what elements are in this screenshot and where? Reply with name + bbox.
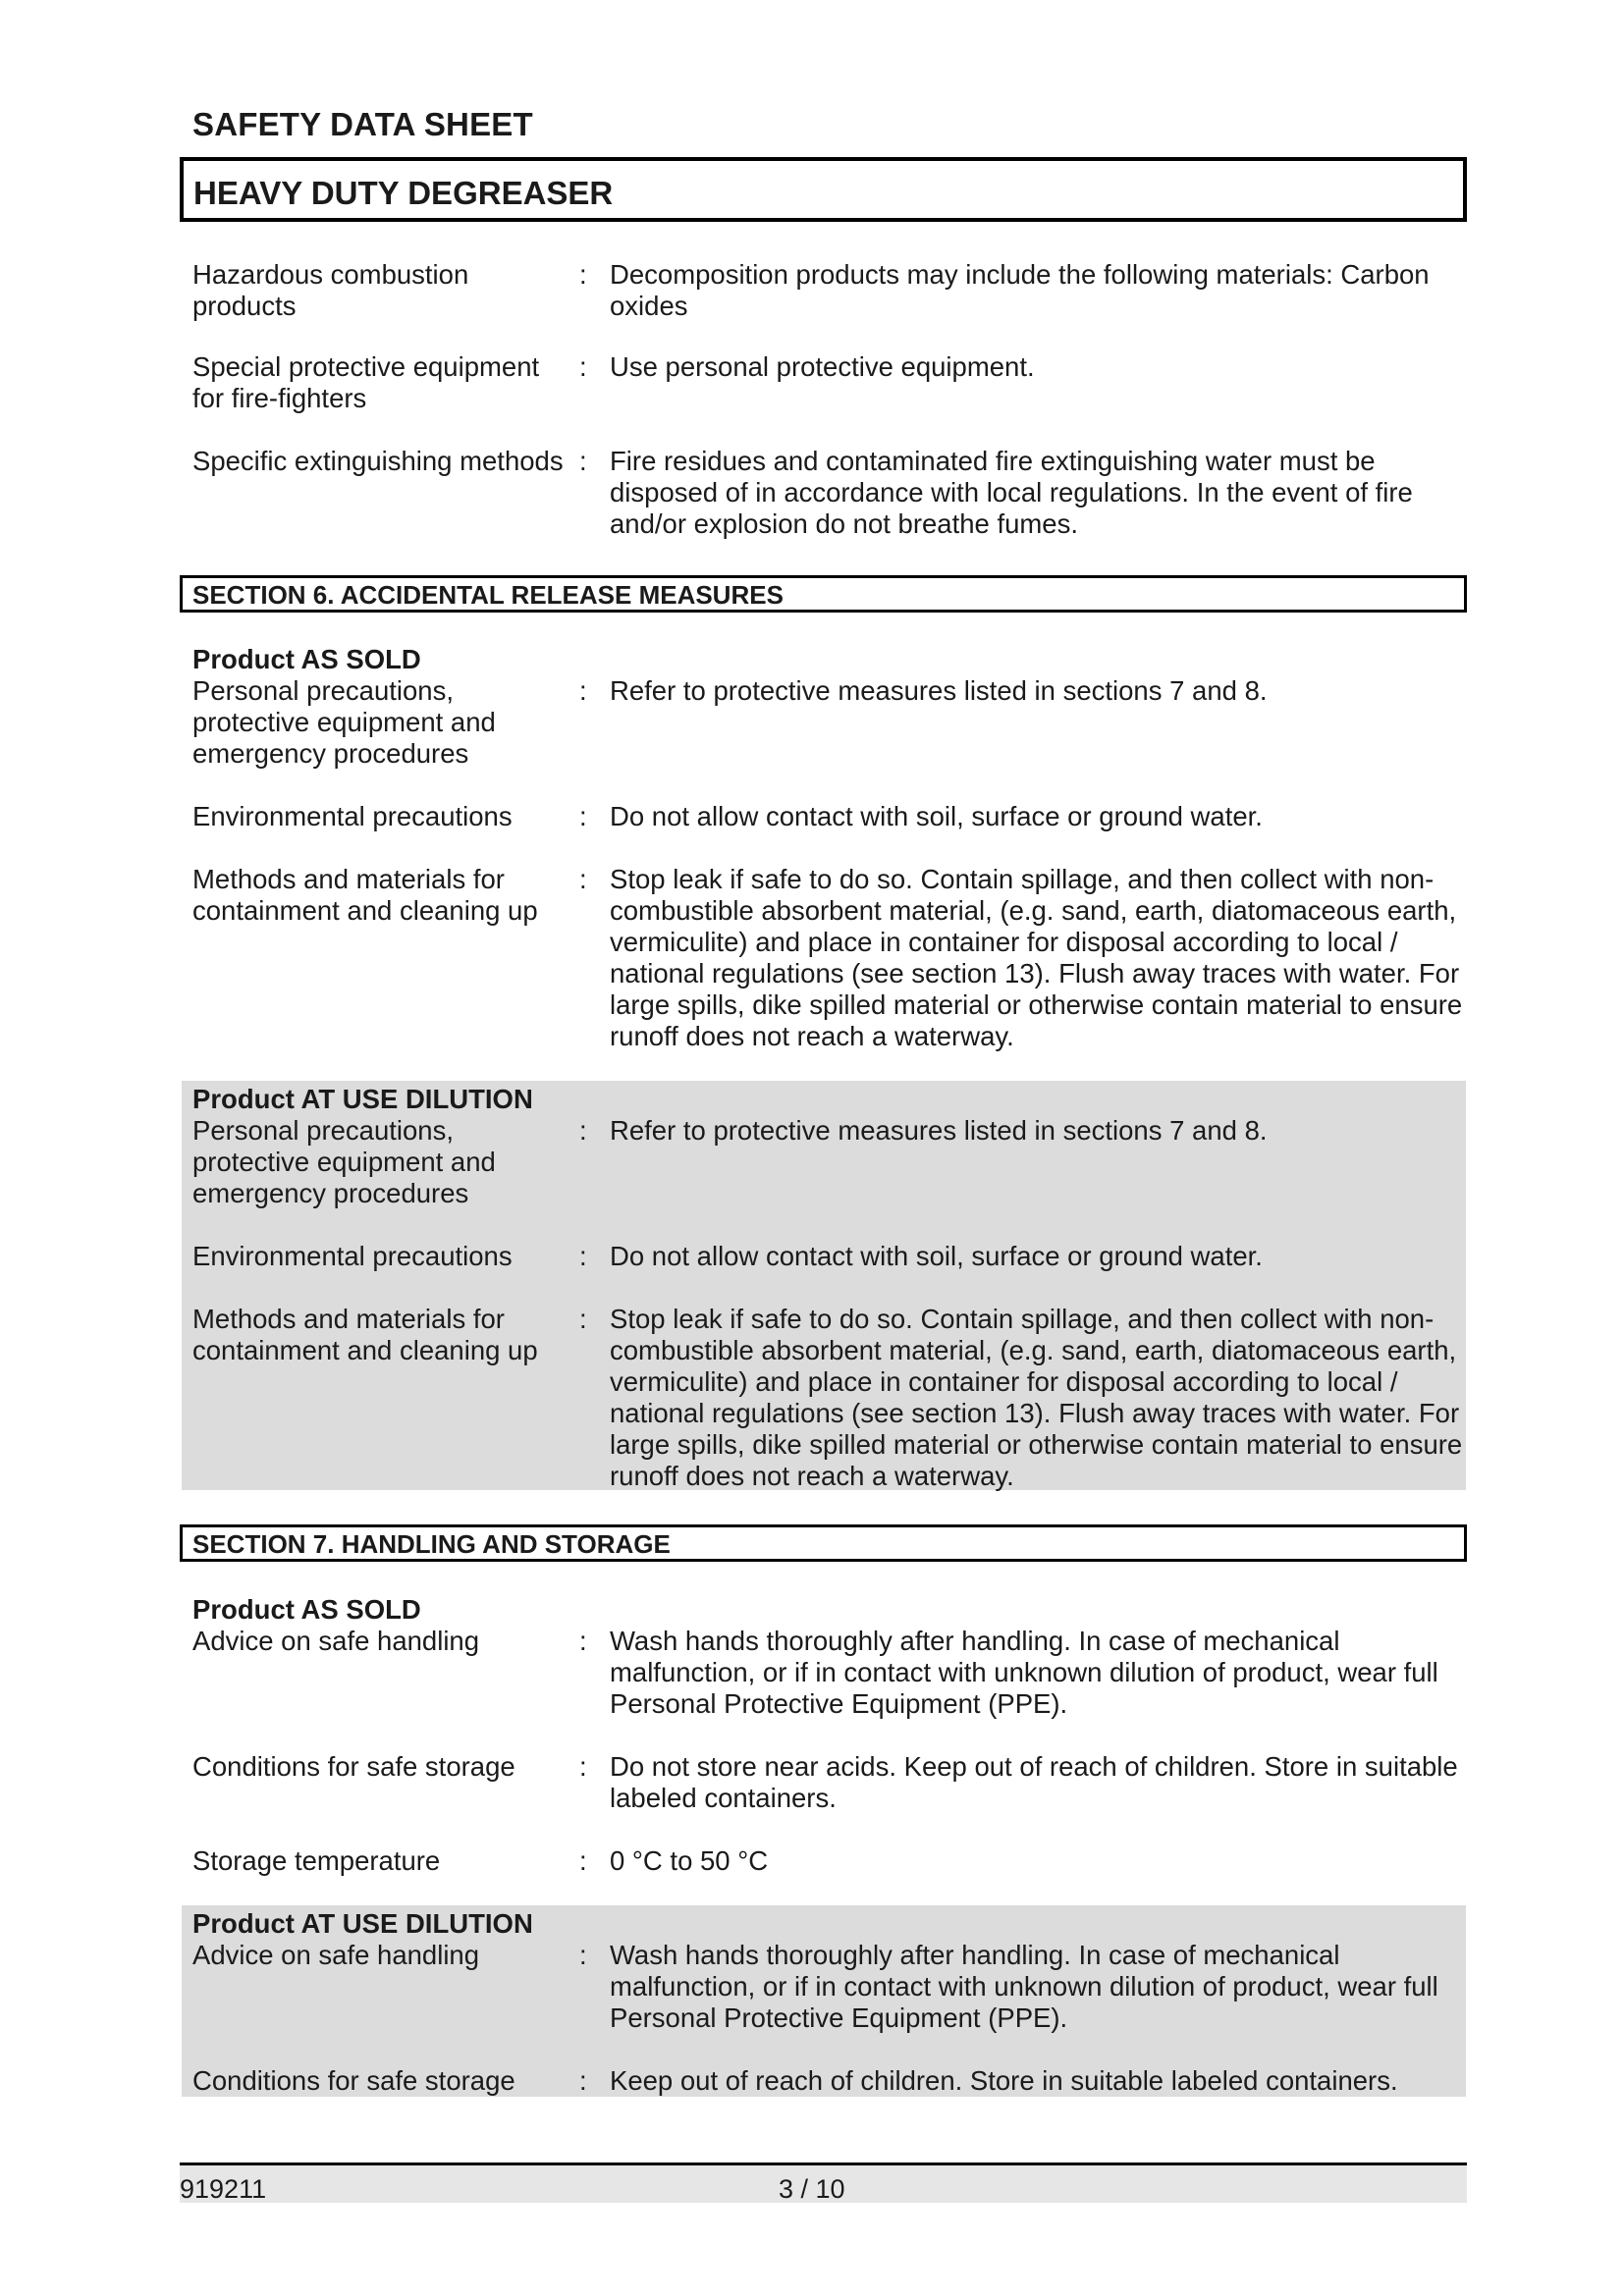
row-label: Special protective equipment for fire-fighters [192, 351, 540, 413]
row-label: Personal precautions, protective equipment and emergency procedures [192, 675, 496, 769]
info-row [0, 1940, 1624, 2034]
row-label: Methods and materials for containment and cleaning up [192, 1304, 538, 1365]
row-colon: : [579, 2065, 587, 2096]
info-row [0, 675, 1624, 770]
row-value: Stop leak if safe to do so. Contain spillage, and then collect with non-combustible absorbent material, (e.g. sand, earth, diatomaceous earth, vermiculite) and place in container for disposal according to local / national regulations (see section 13). Flush away traces with water. For large spills, dike spilled material or otherwise contain material to ensure runoff does not reach a waterway. [610, 1304, 1463, 1491]
info-row [0, 259, 1624, 322]
row-value: Do not allow contact with soil, surface or ground water. [610, 801, 1263, 831]
row-value: Decomposition products may include the following materials: Carbon oxides [610, 259, 1430, 321]
row-value: Stop leak if safe to do so. Contain spillage, and then collect with non-combustible absorbent material, (e.g. sand, earth, diatomaceous earth, vermiculite) and place in container for disposal according to local / national regulations (see section 13). Flush away traces with water. For large spills, dike spilled material or otherwise contain material to ensure runoff does not reach a waterway. [610, 864, 1463, 1051]
row-value: Do not allow contact with soil, surface or ground water. [610, 1241, 1263, 1271]
row-label: Advice on safe handling [192, 1940, 480, 1970]
info-row [0, 1115, 1624, 1209]
row-label: Methods and materials for containment and cleaning up [192, 864, 538, 926]
row-colon: : [579, 1845, 587, 1876]
section-7-header: SECTION 7. HANDLING AND STORAGE [180, 1524, 1467, 1562]
info-row [0, 2065, 1624, 2097]
document-title: SAFETY DATA SHEET [192, 106, 533, 142]
row-label: Conditions for safe storage [192, 2065, 515, 2096]
row-value: Keep out of reach of children. Store in suitable labeled containers. [610, 2065, 1398, 2096]
row-value: Refer to protective measures listed in sections 7 and 8. [610, 675, 1268, 706]
row-colon: : [579, 675, 587, 706]
row-label: Storage temperature [192, 1845, 441, 1876]
row-colon: : [579, 1241, 587, 1271]
row-colon: : [579, 446, 587, 476]
page-number: 3 / 10 [779, 2174, 845, 2204]
subheading-as-sold: Product AS SOLD [192, 644, 421, 674]
row-colon: : [579, 864, 587, 894]
row-label: Environmental precautions [192, 801, 513, 831]
product-name-box: HEAVY DUTY DEGREASER [180, 157, 1467, 222]
info-row [0, 351, 1624, 414]
row-colon: : [579, 1940, 587, 1970]
row-colon: : [579, 1626, 587, 1656]
section-6-header: SECTION 6. ACCIDENTAL RELEASE MEASURES [180, 575, 1467, 613]
row-colon: : [579, 1115, 587, 1146]
row-value: Wash hands thoroughly after handling. In case of mechanical malfunction, or if in contact with unknown dilution of product, wear full Personal Protective Equipment (PPE). [610, 1940, 1438, 2033]
info-row [0, 1845, 1624, 1877]
row-label: Advice on safe handling [192, 1626, 480, 1656]
row-value: Fire residues and contaminated fire extinguishing water must be disposed of in accordance with local regulations. In the event of fire and/or explosion do not breathe fumes. [610, 446, 1413, 539]
info-row [0, 1304, 1624, 1492]
row-colon: : [579, 351, 587, 382]
subheading-as-sold: Product AS SOLD [192, 1594, 421, 1625]
row-value: Use personal protective equipment. [610, 351, 1035, 382]
row-colon: : [579, 801, 587, 831]
row-label: Hazardous combustion products [192, 259, 469, 321]
row-colon: : [579, 259, 587, 290]
row-label: Personal precautions, protective equipment and emergency procedures [192, 1115, 496, 1208]
info-row [0, 864, 1624, 1052]
row-value: Wash hands thoroughly after handling. In case of mechanical malfunction, or if in contact with unknown dilution of product, wear full Personal Protective Equipment (PPE). [610, 1626, 1438, 1719]
info-row [0, 1751, 1624, 1814]
info-row [0, 1241, 1624, 1272]
row-value: Refer to protective measures listed in sections 7 and 8. [610, 1115, 1268, 1146]
row-label: Environmental precautions [192, 1241, 513, 1271]
subheading-at-use: Product AT USE DILUTION [192, 1084, 533, 1114]
info-row [0, 1626, 1624, 1720]
subheading-at-use: Product AT USE DILUTION [192, 1908, 533, 1939]
row-label: Conditions for safe storage [192, 1751, 515, 1782]
row-colon: : [579, 1751, 587, 1782]
row-value: Do not store near acids. Keep out of reach of children. Store in suitable labeled containers. [610, 1751, 1458, 1813]
info-row [0, 446, 1624, 540]
row-colon: : [579, 1304, 587, 1334]
info-row [0, 801, 1624, 832]
document-code: 919211 [180, 2174, 267, 2204]
row-label: Specific extinguishing methods [192, 446, 564, 476]
row-value: 0 °C to 50 °C [610, 1845, 769, 1876]
